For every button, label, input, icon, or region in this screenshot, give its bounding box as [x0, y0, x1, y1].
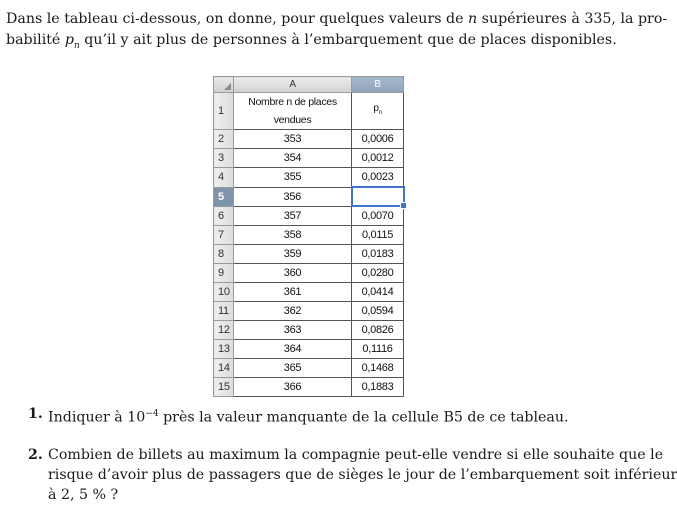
question-number: 1.	[28, 406, 43, 422]
cell-n-value[interactable]: 356	[234, 187, 352, 206]
row-header[interactable]: 8	[214, 245, 234, 264]
cell-p-value[interactable]: 0,0006	[352, 130, 404, 149]
variable-n: n	[468, 11, 478, 27]
variable-subscript-n: n	[73, 40, 80, 51]
variable-p: p	[64, 32, 74, 48]
table-row	[214, 264, 404, 283]
question-text	[48, 404, 616, 428]
cell-p-value[interactable]: 0,0280	[352, 264, 404, 283]
questions-list	[28, 404, 677, 505]
table-row	[214, 359, 404, 378]
row-header[interactable]: 3	[214, 149, 234, 168]
cell-p-value[interactable]: 0,1883	[352, 378, 404, 397]
cell-p-value[interactable]: 0,1468	[352, 359, 404, 378]
row-header[interactable]: 14	[214, 359, 234, 378]
pn-subscript: n	[378, 110, 382, 116]
row-header[interactable]: 1	[214, 93, 234, 130]
row-header[interactable]: 15	[214, 378, 234, 397]
cell-p-value[interactable]: 0,0115	[352, 226, 404, 245]
intro-line-2	[6, 30, 617, 57]
row-header[interactable]: 11	[214, 302, 234, 321]
row-header[interactable]: 4	[214, 168, 234, 188]
cell-p-value[interactable]: 0,0594	[352, 302, 404, 321]
intro-line-1	[6, 9, 668, 30]
table-row	[214, 168, 404, 188]
cell-n-value[interactable]: 362	[234, 302, 352, 321]
cell-n-value[interactable]: 358	[234, 226, 352, 245]
intro-text: babilité	[6, 32, 65, 48]
intro-text: Dans le tableau ci-dessous, on donne, pour quelques valeurs de	[6, 11, 469, 27]
table-row	[214, 283, 404, 302]
row-header[interactable]: 12	[214, 321, 234, 340]
spreadsheet	[213, 76, 405, 397]
question-text-line-1: Combien de billets au maximum la compagnie peut-elle vendre si elle souhaite que le	[48, 446, 664, 463]
row-header[interactable]: 10	[214, 283, 234, 302]
question-2	[28, 445, 677, 505]
question-text-line-2: risque d’avoir plus de passagers que de sièges le jour de l’embarquement soit inférieur	[48, 466, 677, 483]
cell-b5-selected[interactable]	[352, 187, 404, 206]
cell-n-value[interactable]: 355	[234, 168, 352, 188]
row-header[interactable]: 13	[214, 340, 234, 359]
row-header[interactable]: 9	[214, 264, 234, 283]
exponent: −4	[145, 409, 159, 419]
select-all-corner[interactable]	[214, 77, 234, 93]
cell-n-value[interactable]: 365	[234, 359, 352, 378]
fill-handle[interactable]	[400, 202, 407, 209]
row-header[interactable]: 6	[214, 206, 234, 226]
table-row	[214, 149, 404, 168]
table-row	[214, 340, 404, 359]
column-header-a[interactable]: A	[234, 77, 352, 93]
table-row	[214, 187, 404, 206]
table-row	[214, 226, 404, 245]
cell-a1-header[interactable]: Nombre n de places vendues	[234, 93, 352, 130]
question-number: 2.	[28, 446, 43, 463]
cell-n-value[interactable]: 360	[234, 264, 352, 283]
cell-n-value[interactable]: 363	[234, 321, 352, 340]
table-row	[214, 321, 404, 340]
cell-n-value[interactable]: 354	[234, 149, 352, 168]
cell-b1-header[interactable]	[352, 93, 404, 130]
intro-paragraph	[6, 9, 668, 57]
question-text-part: près la valeur manquante de la cellule B5 de ce tableau.	[158, 409, 569, 426]
cell-n-value[interactable]: 357	[234, 206, 352, 226]
column-header-b[interactable]: B	[352, 77, 404, 93]
cell-p-value[interactable]: 0,0826	[352, 321, 404, 340]
row-header[interactable]: 7	[214, 226, 234, 245]
row-header[interactable]: 2	[214, 130, 234, 149]
cell-p-value[interactable]: 0,0012	[352, 149, 404, 168]
intro-text: qu’il y ait plus de personnes à l’embarquement que de places disponibles.	[79, 32, 617, 48]
cell-p-value[interactable]: 0,0414	[352, 283, 404, 302]
corner-triangle-icon	[224, 83, 231, 90]
question-text-part: Indiquer à 10	[48, 409, 146, 426]
table-row	[214, 206, 404, 226]
cell-p-value[interactable]: 0,0023	[352, 168, 404, 188]
intro-text: supérieures à 335, la pro-	[477, 11, 668, 27]
table-row	[214, 130, 404, 149]
cell-n-value[interactable]: 366	[234, 378, 352, 397]
table-row	[214, 245, 404, 264]
cell-n-value[interactable]: 364	[234, 340, 352, 359]
cell-n-value[interactable]: 359	[234, 245, 352, 264]
table-row	[214, 302, 404, 321]
table-row	[214, 378, 404, 397]
question-text-line-3: à 2, 5 % ?	[48, 486, 119, 503]
cell-n-value[interactable]: 361	[234, 283, 352, 302]
cell-n-value[interactable]: 353	[234, 130, 352, 149]
cell-p-value[interactable]: 0,1116	[352, 340, 404, 359]
cell-p-value[interactable]: 0,0070	[352, 206, 404, 226]
row-header[interactable]: 5	[214, 187, 234, 206]
cell-p-value[interactable]: 0,0183	[352, 245, 404, 264]
question-1	[28, 404, 616, 428]
pn-label: p	[373, 103, 379, 114]
